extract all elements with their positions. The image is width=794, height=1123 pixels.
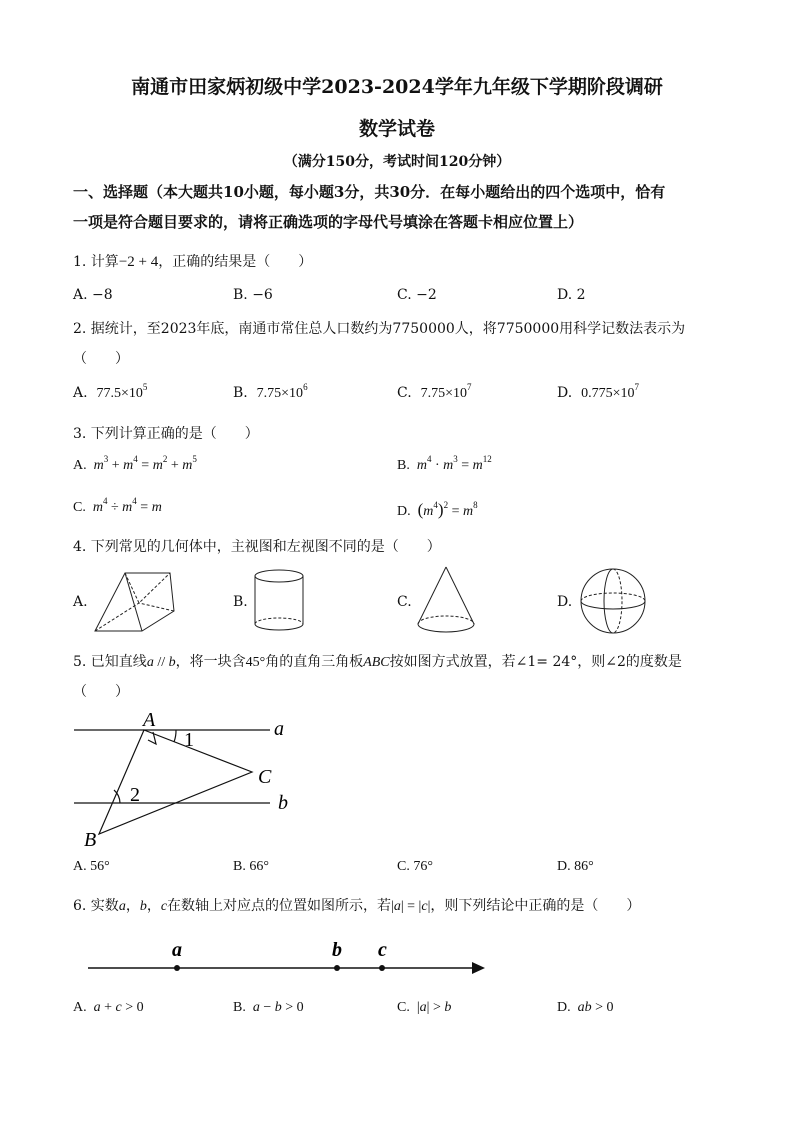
number-line-arrow [472, 962, 485, 974]
q6-option-b[interactable]: B. a − b > 0 [233, 1000, 304, 1015]
question-1-stem [73, 251, 312, 271]
section-heading-line1: 一、选择题（本大题共10小题，每小题3分，共30分．在每小题给出的四个选项中，恰有 [73, 183, 666, 201]
q6-option-d[interactable]: D. ab > 0 [557, 1000, 614, 1015]
q6-option-a[interactable]: A. a + c > 0 [73, 1000, 144, 1015]
angle-2-label: 2 [130, 784, 140, 806]
q2-a-label: A. [73, 385, 88, 401]
q5-prefix: 5. 已知直线 [73, 654, 147, 670]
q4-option-b-label[interactable]: B. [233, 594, 248, 610]
q2-a-exp: 5 [142, 382, 148, 392]
vertex-c-label: C [258, 766, 272, 788]
q5-figure [72, 706, 302, 850]
q6-option-c[interactable]: C. |a| > b [397, 1000, 452, 1015]
q5-option-d[interactable]: D. 86° [557, 859, 594, 874]
q4-option-c-label[interactable]: C. [397, 594, 412, 610]
q1-expression: −2 + 4 [118, 254, 159, 270]
question-3-stem: 3. 下列计算正确的是（ ） [73, 426, 259, 442]
sphere-figure [578, 567, 650, 637]
question-5-paren: （ ） [73, 684, 129, 700]
q2-c-base: 7.75×10 [420, 386, 467, 401]
question-4-stem: 4. 下列常见的几何体中，主视图和左视图不同的是（ ） [73, 539, 441, 555]
q4-option-d-label[interactable]: D. [557, 594, 573, 610]
q4-option-a-label[interactable]: A. [73, 594, 88, 610]
q5-option-c[interactable]: C. 76° [397, 859, 433, 874]
q2-a-base: 77.5×10 [96, 386, 143, 401]
section-heading [73, 177, 733, 237]
q3-a-label: A. [73, 458, 87, 473]
q5-angle: 45° [245, 655, 266, 670]
q5-mid1: ，将一块含 [175, 654, 246, 670]
q3-option-a[interactable]: A. $m^3 + m^4 = m^2 + m^5$ [73, 454, 197, 473]
q2-b-base: 7.75×10 [256, 386, 304, 401]
q3-d-label: D. [397, 504, 411, 519]
question-2-paren: （ ） [73, 351, 129, 367]
q5-option-a[interactable]: A. 56° [73, 859, 110, 874]
point-a-label: a [172, 939, 182, 961]
q2-c-exp: 7 [466, 382, 472, 392]
point-a [174, 965, 180, 971]
vertex-a-label: A [143, 709, 156, 731]
line-a-label: a [274, 718, 284, 740]
q2-option-d[interactable] [557, 382, 639, 402]
line-b-label: b [278, 792, 288, 814]
exam-subtitle: 数学试卷 [358, 118, 435, 140]
q2-d-label: D. [557, 385, 573, 401]
q6-d-label: D. [557, 1000, 571, 1015]
q3-c-label: C. [73, 500, 86, 515]
q2-option-c[interactable] [397, 382, 472, 402]
point-c [379, 965, 385, 971]
q2-option-a[interactable] [73, 382, 148, 402]
q2-option-b[interactable] [233, 382, 308, 402]
q5-mid4: 按如图方式放置，若∠1= 24°，则∠2的度数是 [389, 654, 682, 670]
q2-d-base: 0.775×10 [581, 386, 635, 401]
q6-mid: 在数轴上对应点的位置如图所示，若 [167, 898, 392, 914]
triangular-prism-figure [90, 563, 176, 635]
point-b [334, 965, 340, 971]
q3-b-label: B. [397, 458, 410, 473]
question-5-stem: 5. 已知直线a // b，将一块含45°角的直角三角板ABC按如图方式放置，若∠1= 24°，则∠2的度数是 [73, 654, 682, 670]
question-2-stem: 2. 据统计，至2023年底，南通市常住总人口数约为7750000人，将7750000用科学记数法表示为 [73, 321, 686, 337]
angle-1-arc [174, 730, 176, 742]
q2-d-exp: 7 [634, 382, 639, 392]
q2-b-label: B. [233, 385, 248, 401]
q6-b-label: B. [233, 1000, 246, 1015]
cone-figure [414, 564, 480, 638]
q1-option-a[interactable]: A. −8 [73, 287, 113, 303]
q3-option-d[interactable]: D. $(m^4)^2 = m^8$ [397, 500, 478, 519]
q6-suffix: ，则下列结论中正确的是（ ） [430, 898, 641, 914]
section-heading-line2: 一项是符合题目要求的，请将正确选项的字母代号填涂在答题卡相应位置上） [73, 213, 584, 231]
q5-triangle-name: ABC [363, 655, 390, 670]
q6-a-label: A. [73, 1000, 87, 1015]
vertex-b-label: B [84, 829, 97, 851]
triangle-abc [99, 730, 252, 834]
q1-suffix: ，正确的结果是（ ） [158, 254, 313, 270]
q2-c-label: C. [397, 385, 412, 401]
q5-option-b[interactable]: B. 66° [233, 859, 269, 874]
number-line-figure [88, 938, 488, 978]
question-6-stem: 6. 实数a，b，c在数轴上对应点的位置如图所示，若|a| = |c|，则下列结论中正确的是（ ） [73, 898, 641, 914]
q6-c-label: C. [397, 1000, 410, 1015]
q1-option-d[interactable]: D. 2 [557, 287, 586, 303]
exam-info: （满分150分，考试时间120分钟） [283, 154, 511, 170]
q6-prefix: 6. 实数 [73, 898, 119, 914]
exam-title: 南通市田家炳初级中学2023-2024学年九年级下学期阶段调研 [131, 76, 663, 98]
q2-b-exp: 6 [303, 382, 308, 392]
angle-1-label: 1 [184, 729, 194, 751]
cylinder-figure [252, 568, 308, 634]
point-b-label: b [332, 939, 342, 961]
q3-option-c[interactable]: C. $m^4 \div m^4 = m$ [73, 496, 162, 515]
q1-prefix: 1. 计算 [73, 254, 119, 270]
q1-option-c[interactable]: C. −2 [397, 287, 437, 303]
q5-mid3: 角的直角三角板 [265, 654, 364, 670]
q3-option-b[interactable]: B. $m^4 \cdot m^3 = m^{12}$ [397, 454, 492, 473]
q1-option-b[interactable]: B. −6 [233, 287, 273, 303]
point-c-label: c [378, 939, 387, 961]
